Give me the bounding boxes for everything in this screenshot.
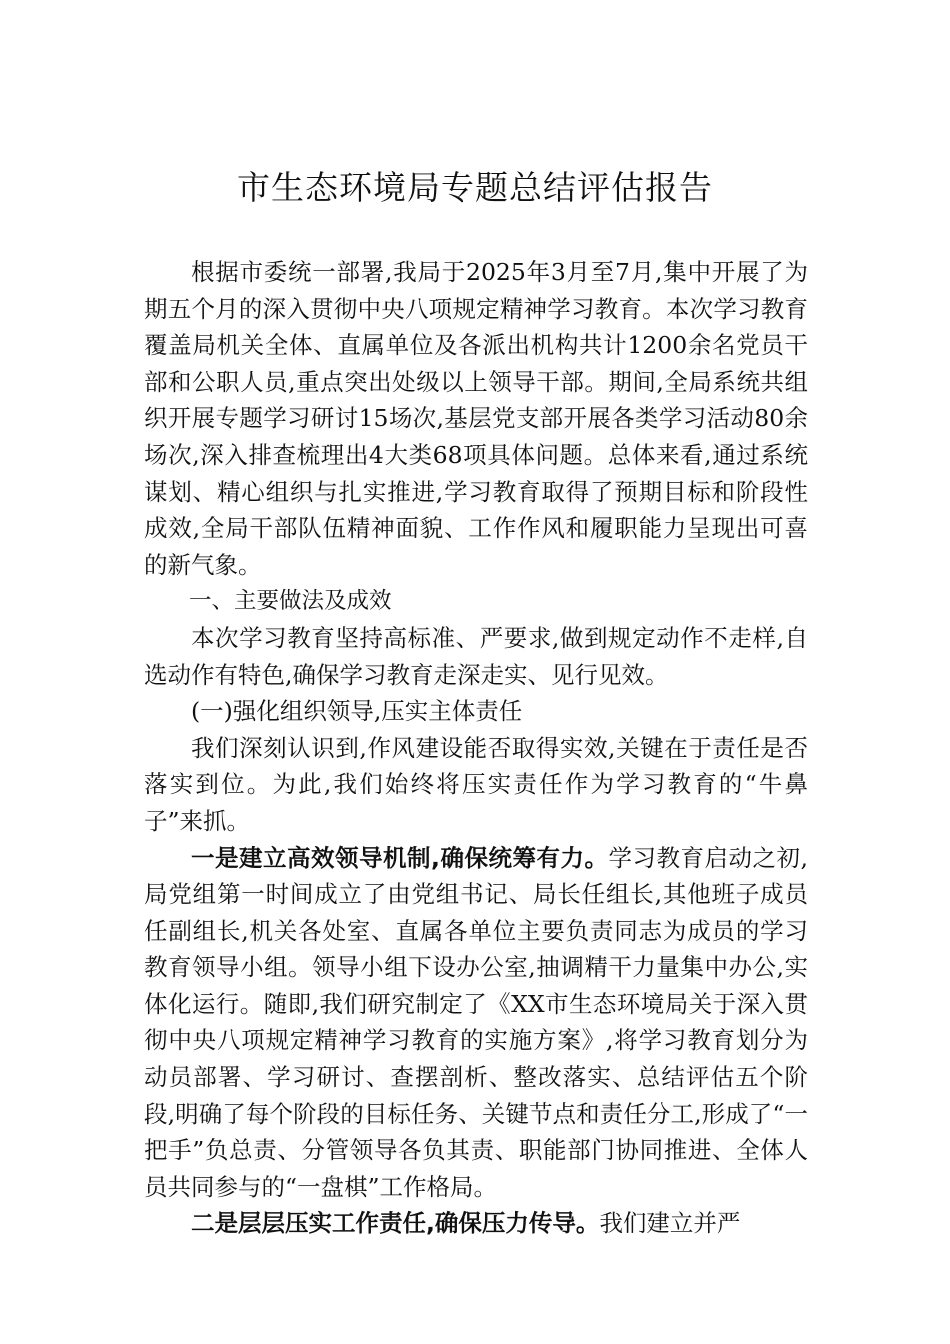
point-two-lead: 二是层层压实工作责任,确保压力传导。 xyxy=(191,1209,600,1238)
document-title: 市生态环境局专题总结评估报告 xyxy=(237,168,713,207)
point-two-text: 我们建立并严 xyxy=(599,1209,741,1238)
subsection-heading: (一)强化组织领导,压实主体责任 xyxy=(191,697,523,726)
subsection-intro-paragraph: 我们深刻认识到,作风建设能否取得实效,关键在于责任是否落实到位。为此,我们始终将压实责任作为学习教育的“牛鼻子”来抓。 xyxy=(144,733,808,835)
document-body xyxy=(144,254,808,1242)
point-two-paragraph xyxy=(144,1205,808,1242)
point-one-paragraph xyxy=(144,840,808,1206)
point-one-lead: 一是建立高效领导机制,确保统筹有力。 xyxy=(191,843,609,872)
section-intro-paragraph: 本次学习教育坚持高标准、严要求,做到规定动作不走样,自选动作有特色,确保学习教育走深走实、见行见效。 xyxy=(144,623,808,689)
intro-paragraph: 根据市委统一部署,我局于2025年3月至7月,集中开展了为期五个月的深入贯彻中央八项规定精神学习教育。本次学习教育覆盖局机关全体、直属单位及各派出机构共计1200余名党员干部和公职人员,重点突出处级以上领导干部。期间,全局系统共组织开展专题学习研讨15场次,基层党支部开展各类学习活动80余场次,深入排查梳理出4大类68项具体问题。总体来看,通过系统谋划、精心组织与扎实推进,学习教育取得了预期目标和阶段性成效,全局干部队伍精神面貌、工作作风和履职能力呈现出可喜的新气象。 xyxy=(144,258,808,579)
point-one-text: 学习教育启动之初,局党组第一时间成立了由党组书记、局长任组长,其他班子成员任副组长,机关各处室、直属各单位主要负责同志为成员的学习教育领导小组。领导小组下设办公室,抽调精干力量集中办公,实体化运行。随即,我们研究制定了《XX市生态环境局关于深入贯彻中央八项规定精神学习教育的实施方案》,将学习教育划分为动员部署、学习研讨、查摆剖析、整改落实、总结评估五个阶段,明确了每个阶段的目标任务、关键节点和责任分工,形成了“一把手”负总责、分管领导各负其责、职能部门协同推进、全体人员共同参与的“一盘棋”工作格局。 xyxy=(144,843,808,1201)
section-heading: 一、主要做法及成效 xyxy=(189,588,392,615)
